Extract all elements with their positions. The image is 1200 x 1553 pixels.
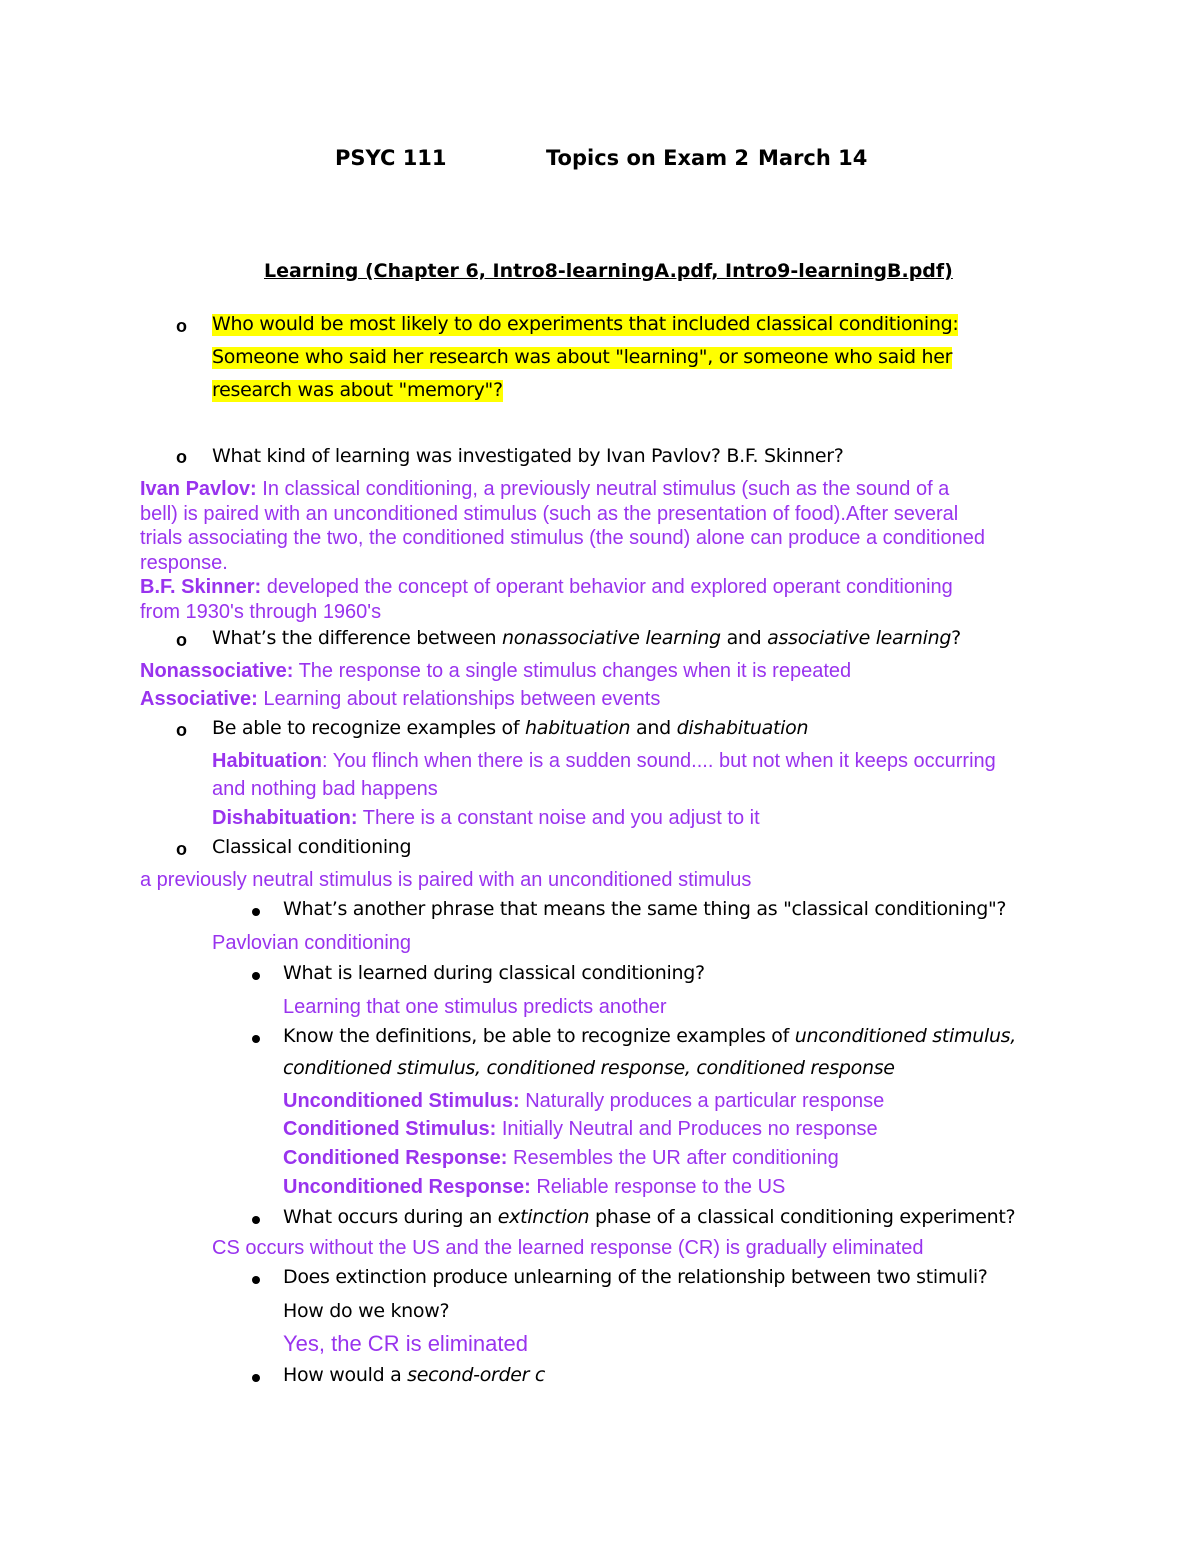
q1-line3: research was about "memory"?: [212, 379, 503, 401]
q1-line1: Who would be most likely to do experiments that included classical conditioning:: [212, 313, 959, 335]
bullet-o-icon: o: [176, 316, 187, 336]
sub4-answer: CS occurs without the US and the learned response (CR) is gradually eliminated: [212, 1237, 924, 1259]
skinner-answer-line1: B.F. Skinner: developed the concept of operant behavior and explored operant conditioning: [140, 576, 953, 598]
pavlov-answer-line2: bell) is paired with an unconditioned stimulus (such as the presentation of food).After several: [140, 503, 959, 525]
sub6-question: How would a second-order c: [283, 1364, 546, 1386]
bullet-dot-icon: [252, 1216, 260, 1224]
sub2-answer: Learning that one stimulus predicts another: [283, 996, 667, 1018]
bullet-o-icon: o: [176, 447, 187, 467]
sub2-question: What is learned during classical conditioning?: [283, 962, 705, 984]
q5-answer: a previously neutral stimulus is paired with an unconditioned stimulus: [140, 869, 752, 891]
sub5-question-line1: Does extinction produce unlearning of the relationship between two stimuli?: [283, 1266, 988, 1288]
q4-question: Be able to recognize examples of habituation and dishabituation: [212, 717, 809, 739]
cr-definition: Conditioned Response: Resembles the UR after conditioning: [283, 1147, 839, 1169]
exam-topic: Topics on Exam 2: [546, 146, 750, 170]
q2-question: What kind of learning was investigated by Ivan Pavlov? B.F. Skinner?: [212, 445, 844, 467]
exam-date: March 14: [758, 146, 868, 170]
bullet-o-icon: o: [176, 720, 187, 740]
sub3-question-line1: Know the definitions, be able to recognize examples of unconditioned stimulus,: [283, 1025, 1017, 1047]
bullet-o-icon: o: [176, 839, 187, 859]
course-code: PSYC 111: [335, 146, 447, 170]
bullet-dot-icon: [252, 908, 260, 916]
habituation-answer-line1: Habituation: You flinch when there is a sudden sound.... but not when it keeps occurring: [212, 750, 996, 772]
dishabituation-answer: Dishabituation: There is a constant noise and you adjust to it: [212, 807, 760, 829]
sub4-question: What occurs during an extinction phase of a classical conditioning experiment?: [283, 1206, 1016, 1228]
skinner-answer-line2: from 1930's through 1960's: [140, 601, 382, 623]
ur-definition: Unconditioned Response: Reliable response to the US: [283, 1176, 786, 1198]
sub1-answer: Pavlovian conditioning: [212, 932, 412, 954]
bullet-o-icon: o: [176, 630, 187, 650]
bullet-dot-icon: [252, 972, 260, 980]
associative-answer: Associative: Learning about relationships between events: [140, 688, 661, 710]
pavlov-label: Ivan Pavlov:: [140, 478, 257, 500]
habituation-answer-line2: and nothing bad happens: [212, 778, 438, 800]
nonassociative-answer: Nonassociative: The response to a single stimulus changes when it is repeated: [140, 660, 852, 682]
cs-definition: Conditioned Stimulus: Initially Neutral and Produces no response: [283, 1118, 878, 1140]
q1-line2: Someone who said her research was about "learning", or someone who said her: [212, 346, 953, 368]
bullet-dot-icon: [252, 1374, 260, 1382]
skinner-label: B.F. Skinner:: [140, 576, 262, 598]
q3-question: What’s the difference between nonassociative learning and associative learning?: [212, 627, 961, 649]
pavlov-answer-line4: response.: [140, 552, 228, 574]
pavlov-answer-line3: trials associating the two, the conditioned stimulus (the sound) alone can produce a conditioned: [140, 527, 985, 549]
sub1-question: What’s another phrase that means the same thing as "classical conditioning"?: [283, 898, 1007, 920]
q5-question: Classical conditioning: [212, 836, 412, 858]
bullet-dot-icon: [252, 1276, 260, 1284]
us-definition: Unconditioned Stimulus: Naturally produces a particular response: [283, 1090, 885, 1112]
pavlov-answer-line1: Ivan Pavlov: In classical conditioning, a previously neutral stimulus (such as the sound of a: [140, 478, 950, 500]
section-title: Learning (Chapter 6, Intro8-learningA.pdf, Intro9-learningB.pdf): [264, 260, 953, 282]
sub5-question-line2: How do we know?: [283, 1300, 450, 1322]
bullet-dot-icon: [252, 1035, 260, 1043]
sub5-answer: Yes, the CR is eliminated: [283, 1331, 528, 1356]
sub3-question-line2: conditioned stimulus, conditioned response, conditioned response: [283, 1057, 895, 1079]
